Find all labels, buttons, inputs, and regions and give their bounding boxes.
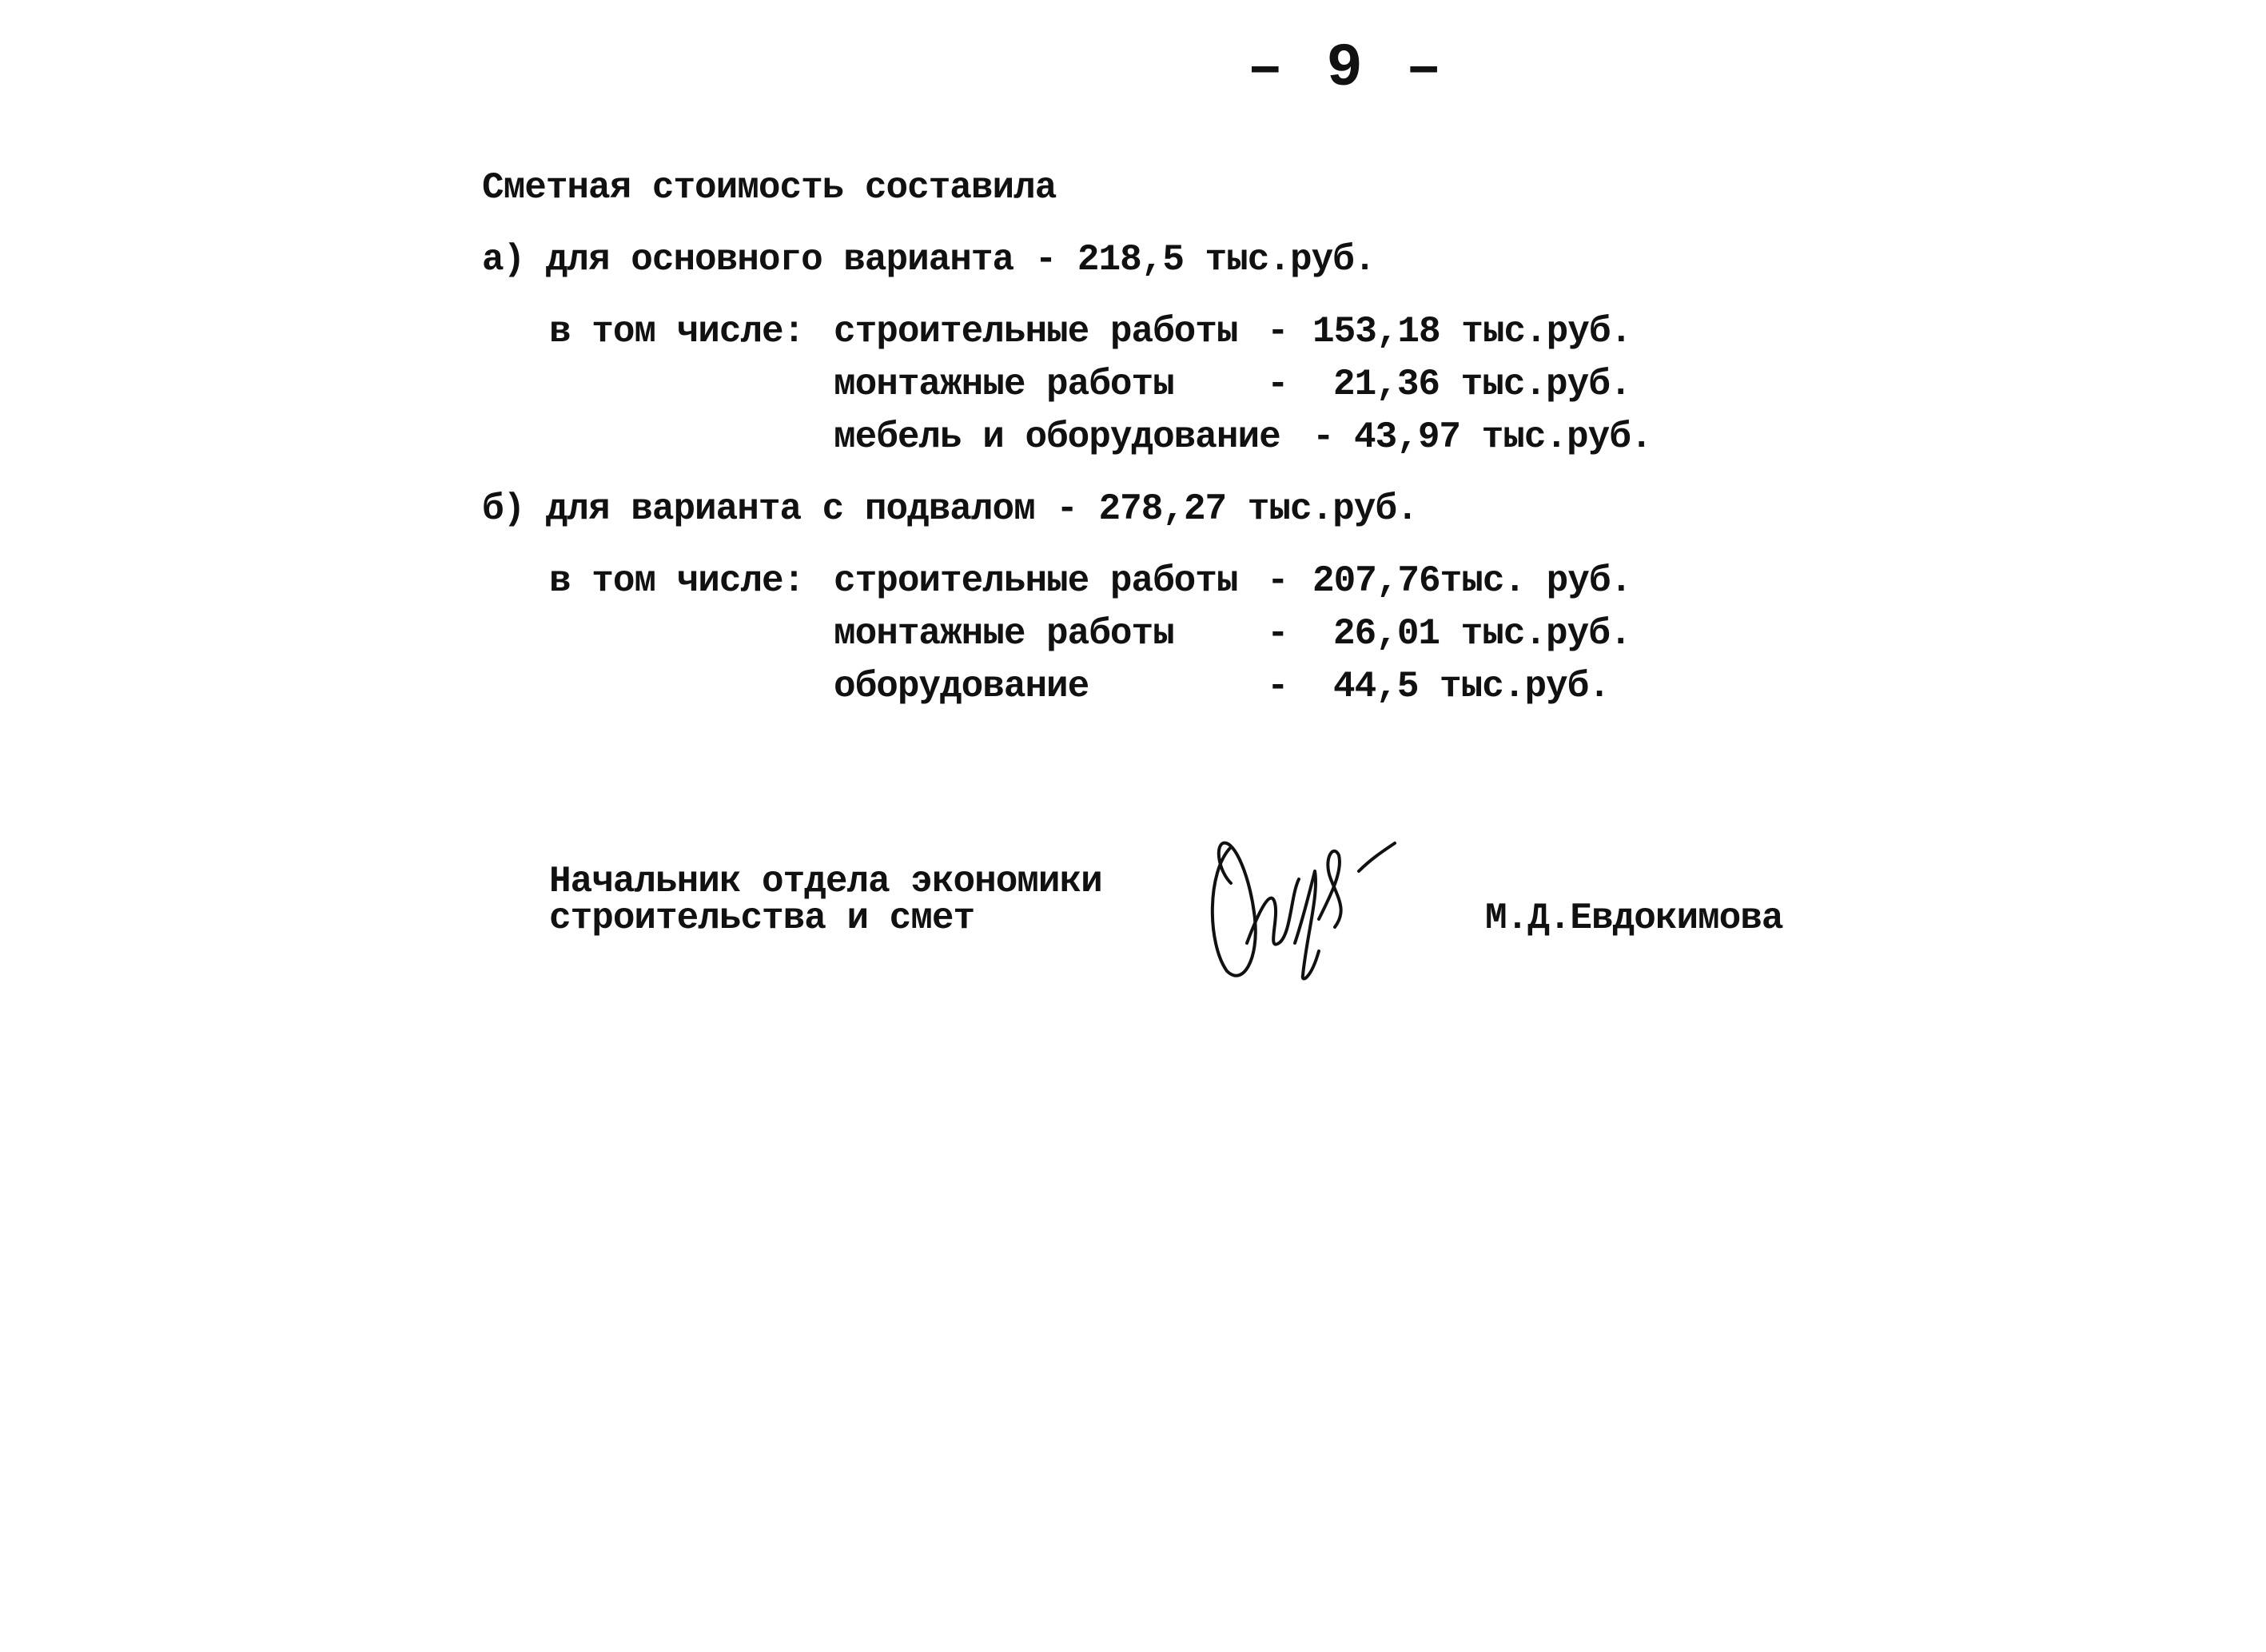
variant-a-item-name: монтажные работы [834, 364, 1174, 405]
variant-a-item-value: 153,18 тыс.руб. [1312, 311, 1632, 352]
variant-b-item-name: монтажные работы [834, 613, 1174, 655]
page-number: – 9 – [1247, 34, 1446, 103]
variant-a-item-name: строительные работы [834, 311, 1238, 352]
variant-a-item-dash: - [1267, 311, 1288, 352]
variant-b-title: б) для варианта с подвалом - 278,27 тыс.руб. [482, 488, 1418, 530]
signatory-position-line1: Начальник отдела экономики [549, 861, 1102, 902]
variant-b-item-value: 26,01 тыс.руб. [1333, 613, 1631, 655]
variant-b-item-value: 44,5 тыс.руб. [1333, 666, 1610, 707]
variant-b-item-value: 207,76тыс. руб. [1312, 560, 1632, 602]
variant-a-item-dash: - [1312, 416, 1334, 458]
variant-a-title: а) для основного варианта - 218,5 тыс.руб. [482, 239, 1376, 281]
handwritten-signature-icon [1199, 823, 1407, 983]
variant-b-item-dash: - [1267, 560, 1288, 602]
variant-a-item-name: мебель и оборудование [834, 416, 1280, 458]
heading: Сметная стоимость составила [482, 167, 1057, 209]
variant-b-item-name: оборудование [834, 666, 1089, 707]
variant-a-item-dash: - [1267, 364, 1288, 405]
signatory-position-line2: строительства и смет [549, 898, 975, 939]
variant-a-item-value: 21,36 тыс.руб. [1333, 364, 1631, 405]
variant-b-item-dash: - [1267, 613, 1288, 655]
variant-a-item-value: 43,97 тыс.руб. [1354, 416, 1652, 458]
variant-a-including-label: в том числе: [549, 311, 805, 352]
variant-b-including-label: в том числе: [549, 560, 805, 602]
variant-b-item-dash: - [1267, 666, 1288, 707]
variant-b-item-name: строительные работы [834, 560, 1238, 602]
signatory-name: М.Д.Евдокимова [1485, 898, 1783, 939]
